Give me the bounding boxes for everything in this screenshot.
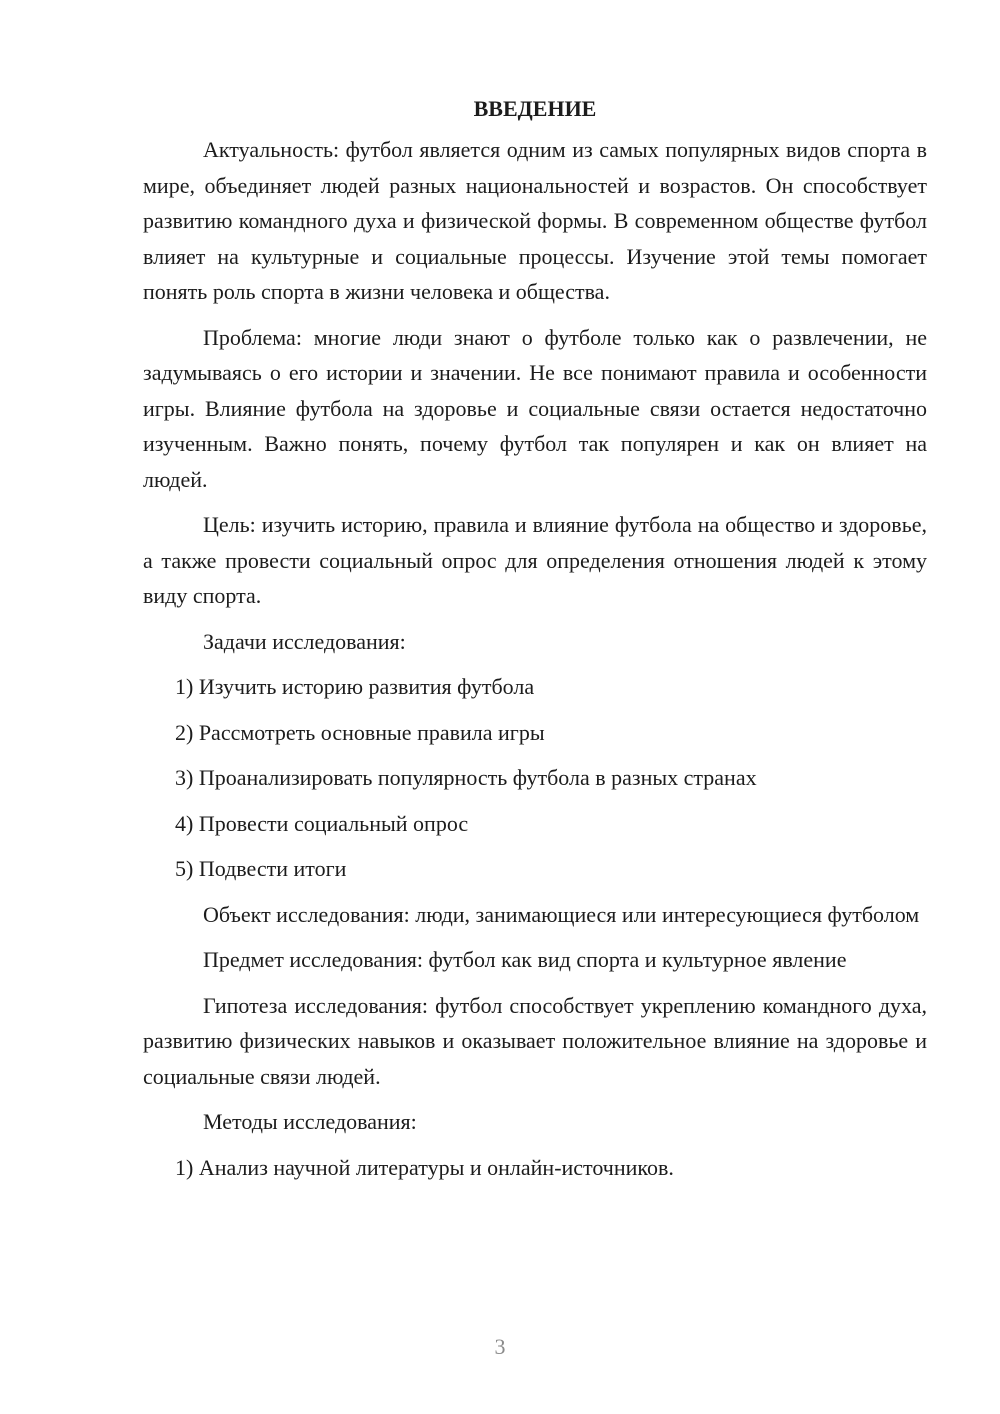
paragraph-relevance: Актуальность: футбол является одним из самых популярных видов спорта в мире, объединяет людей разных национальностей и возрастов. Он способствует развитию командного духа и физической формы. В современном обществе футбол влияет на культурные и социальные процессы. Изучение этой темы помогает понять роль спорта в жизни человека и общества. (143, 137, 927, 304)
paragraph-subject: Предмет исследования: футбол как вид спорта и культурное явление (203, 947, 847, 972)
methods-list (143, 1150, 927, 1186)
paragraph-object: Объект исследования: люди, занимающиеся или интересующиеся футболом (203, 901, 920, 927)
list-item: 5) Подвести итоги (175, 856, 347, 881)
tasks-list (143, 669, 927, 887)
list-item: 1) Анализ научной литературы и онлайн-источников. (175, 1154, 674, 1180)
tasks-title: Задачи исследования: (203, 628, 406, 654)
document-page (143, 94, 927, 1195)
list-item: 3) Проанализировать популярность футбола в разных странах (175, 765, 757, 790)
methods-title: Методы исследования: (203, 1109, 417, 1134)
paragraph-goal: Цель: изучить историю, правила и влияние футбола на общество и здоровье, а также провести социальный опрос для определения отношения людей к этому виду спорта. (143, 512, 927, 608)
paragraph-problem: Проблема: многие люди знают о футболе только как о развлечении, не задумываясь о его истории и значении. Не все понимают правила и особенности игры. Влияние футбола на здоровье и социальные связи остается недостаточно изученным. Важно понять, почему футбол так популярен и как он влияет на людей. (143, 324, 927, 492)
list-item: 4) Провести социальный опрос (175, 810, 469, 836)
paragraph-hypothesis: Гипотеза исследования: футбол способствует укреплению командного духа, развитию физических навыков и оказывает положительное влияние на здоровье и социальные связи людей. (143, 992, 927, 1089)
list-item: 2) Рассмотреть основные правила игры (175, 719, 545, 745)
list-item: 1) Изучить историю развития футбола (175, 674, 535, 699)
page-title: ВВЕДЕНИЕ (473, 96, 597, 121)
page-number: 3 (494, 1334, 506, 1359)
